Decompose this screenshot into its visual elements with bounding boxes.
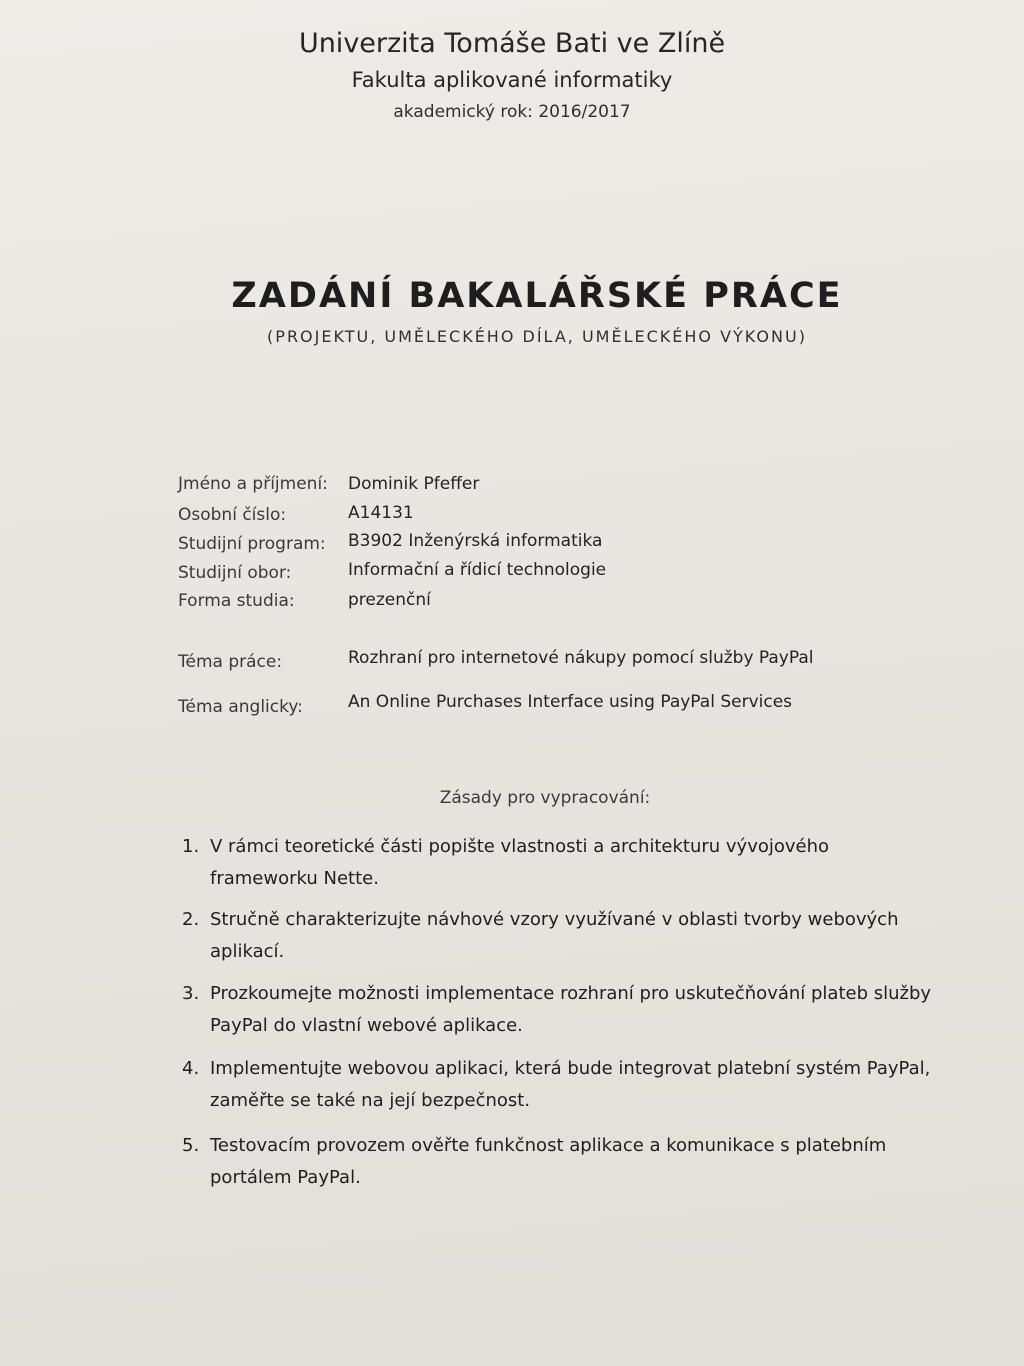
rule-item: [182, 904, 942, 968]
rule-number: 5.: [182, 1135, 200, 1156]
rule-item: [182, 831, 942, 895]
rule-item: [182, 1053, 942, 1117]
rule-number: 3.: [182, 983, 200, 1004]
rule-text: Stručně charakterizujte návhové vzory využívané v oblasti tvorby webových aplikací.: [210, 909, 899, 962]
academic-year: akademický rok: 2016/2017: [393, 102, 631, 122]
id-value: A14131: [348, 503, 414, 523]
rule-number: 4.: [182, 1058, 200, 1079]
topic-cz-label: Téma práce:: [178, 652, 283, 672]
rules-heading: Zásady pro vypracování:: [439, 788, 651, 808]
form-value: prezenční: [348, 590, 431, 610]
rule-item: [182, 978, 942, 1042]
rule-number: 2.: [182, 909, 200, 930]
faculty-name: Fakulta aplikované informatiky: [351, 68, 673, 92]
rule-number: 1.: [182, 836, 200, 857]
rule-item: [182, 1130, 942, 1194]
field-label: Studijní obor:: [178, 563, 292, 583]
topic-en-label: Téma anglicky:: [178, 697, 303, 717]
program-value: B3902 Inženýrská informatika: [348, 531, 603, 551]
id-label: Osobní číslo:: [178, 505, 287, 525]
name-label: Jméno a příjmení:: [178, 474, 328, 494]
field-value: Informační a řídicí technologie: [348, 560, 607, 580]
rule-text: V rámci teoretické části popište vlastnosti a architekturu vývojového frameworku Nette.: [210, 836, 830, 889]
university-name: Univerzita Tomáše Bati ve Zlíně: [298, 28, 726, 59]
rule-text: Prozkoumejte možnosti implementace rozhraní pro uskutečňování plateb služby PayPal do vlastní webové aplikace.: [210, 983, 932, 1036]
topic-cz-value: Rozhraní pro internetové nákupy pomocí služby PayPal: [348, 648, 814, 668]
form-label: Forma studia:: [178, 591, 295, 611]
name-value: Dominik Pfeffer: [348, 474, 480, 494]
rule-text: Testovacím provozem ověřte funkčnost aplikace a komunikace s platebním portálem PayPal.: [210, 1135, 887, 1188]
document-title: ZADÁNÍ BAKALÁŘSKÉ PRÁCE: [231, 276, 843, 316]
rule-text: Implementujte webovou aplikaci, která bude integrovat platební systém PayPal, zaměřte se také na její bezpečnost.: [210, 1058, 931, 1111]
document-subtitle: (PROJEKTU, UMĚLECKÉHO DÍLA, UMĚLECKÉHO VÝKONU): [267, 327, 807, 346]
topic-en-value: An Online Purchases Interface using PayPal Services: [348, 692, 793, 712]
program-label: Studijní program:: [178, 534, 326, 554]
